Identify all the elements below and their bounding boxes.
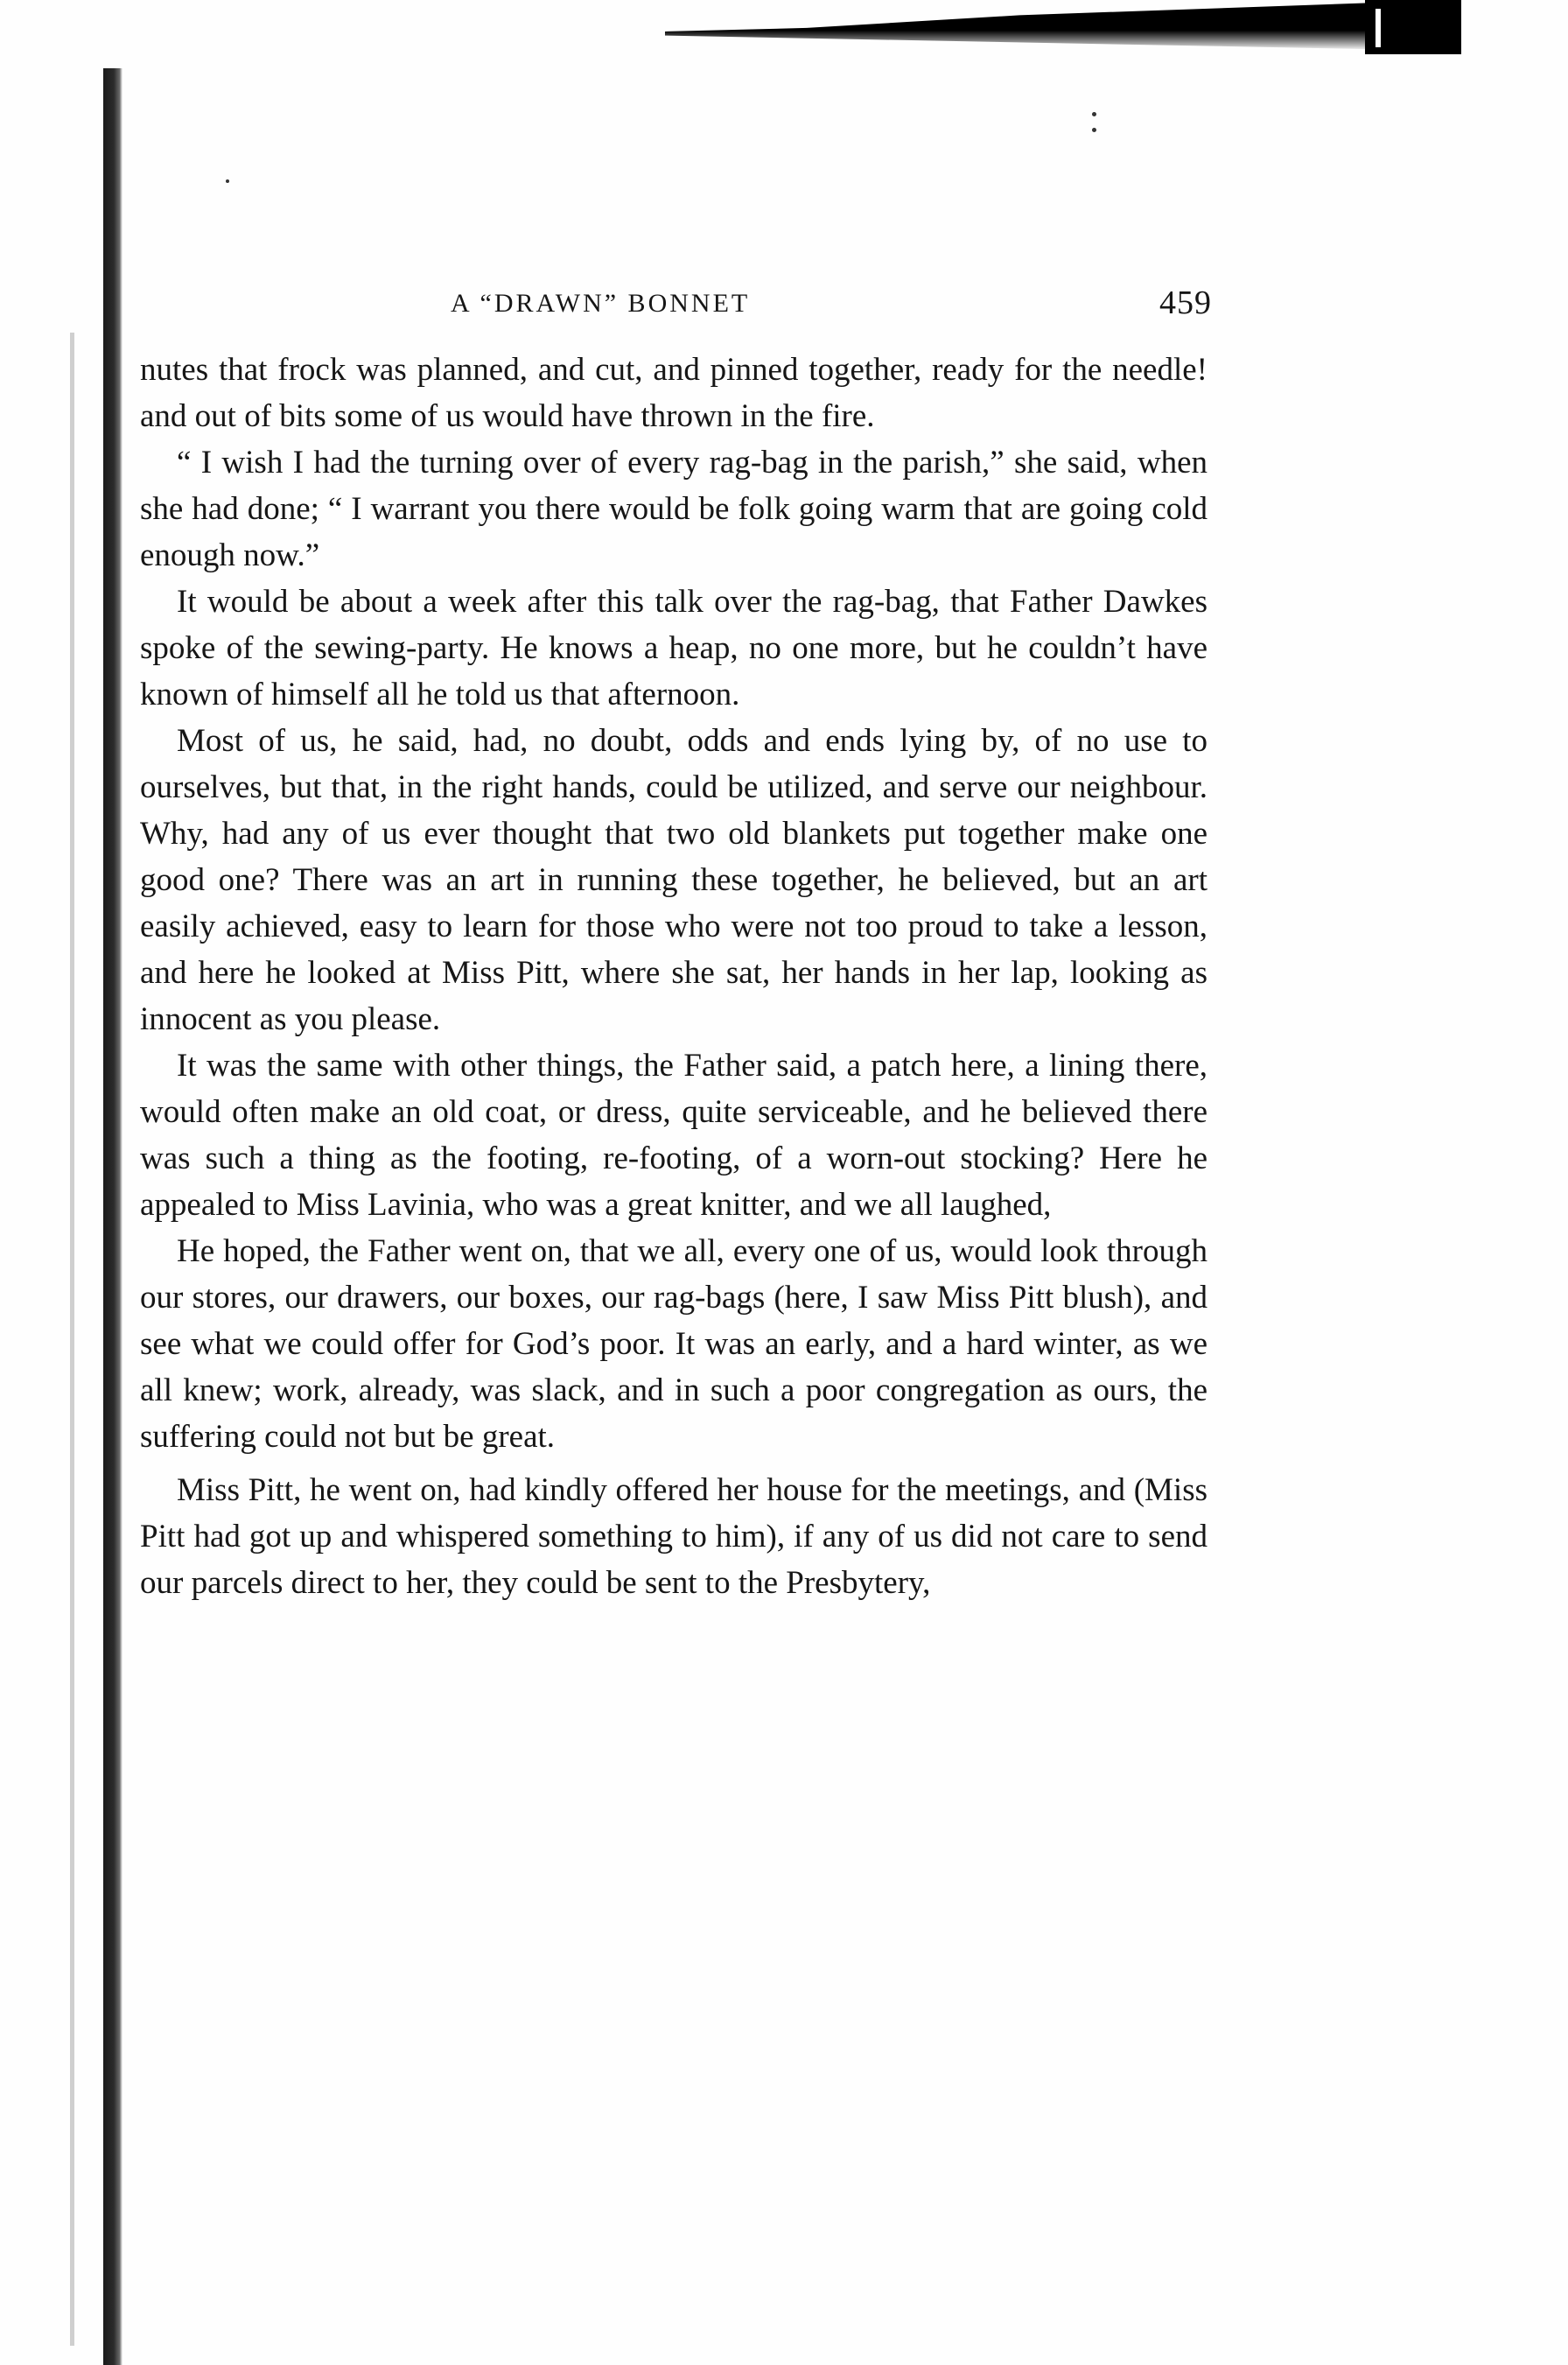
scan-speck [1092, 112, 1096, 116]
paragraph: It was the same with other things, the Father said, a patch here, a lining there, would often make an old coat, or dress, quite serviceable, and he believed there was such a thing as the footing, re-footing, of a worn-out stocking? Here he appealed to Miss Lavinia, who was a great knitter, and we all laughed, [140, 1048, 1208, 1223]
paragraph: Miss Pitt, he went on, had kindly offered her house for the meetings, and (Miss Pitt had got up and whispered something to him), if any of us did not care to send our parcels direct to her, they could be sent to the Presbytery, [140, 1472, 1208, 1601]
scan-speck [226, 179, 229, 183]
paragraph: It would be about a week after this talk over the rag-bag, that Father Dawkes spoke of the sewing-party. He knows a heap, no one more, but he couldn’t have known of himself all he told us that afternoon. [140, 584, 1208, 712]
body-text [140, 347, 1208, 1606]
scan-speck [1092, 128, 1096, 132]
paragraph: nutes that frock was planned, and cut, and pinned together, ready for the needle! and out of bits some of us would have thrown in the fire. [140, 352, 1208, 434]
scan-corner-notch [1376, 9, 1381, 47]
scan-edge-bar [665, 0, 1452, 51]
running-title: A “DRAWN” BONNET [451, 289, 751, 318]
paragraph: He hoped, the Father went on, that we all, every one of us, would look through our stores, our drawers, our boxes, our rag-bags (here, I saw Miss Pitt blush), and see what we could offer for God’s poor. It was an early, and a hard winter, as we all knew; work, already, was slack, and in such a poor congregation as ours, the suffering could not but be great. [140, 1233, 1208, 1455]
page-edge-line [70, 333, 74, 2346]
running-head [140, 284, 1212, 333]
paragraph: “ I wish I had the turning over of every rag-bag in the parish,” she said, when she had done; “ I warrant you there would be folk going warm that are going cold enough now.” [140, 445, 1208, 573]
binding-shadow [103, 68, 122, 2365]
paragraph: Most of us, he said, had, no doubt, odds and ends lying by, of no use to ourselves, but that, in the right hands, could be utilized, and serve our neighbour. Why, had any of us ever thought that two old blankets put together make one good one? There was an art in running these together, he believed, but an art easily achieved, easy to learn for those who were not too proud to take a lesson, and here he looked at Miss Pitt, where she sat, her hands in her lap, looking as innocent as you please. [140, 723, 1208, 1037]
page-number: 459 [1159, 284, 1212, 321]
